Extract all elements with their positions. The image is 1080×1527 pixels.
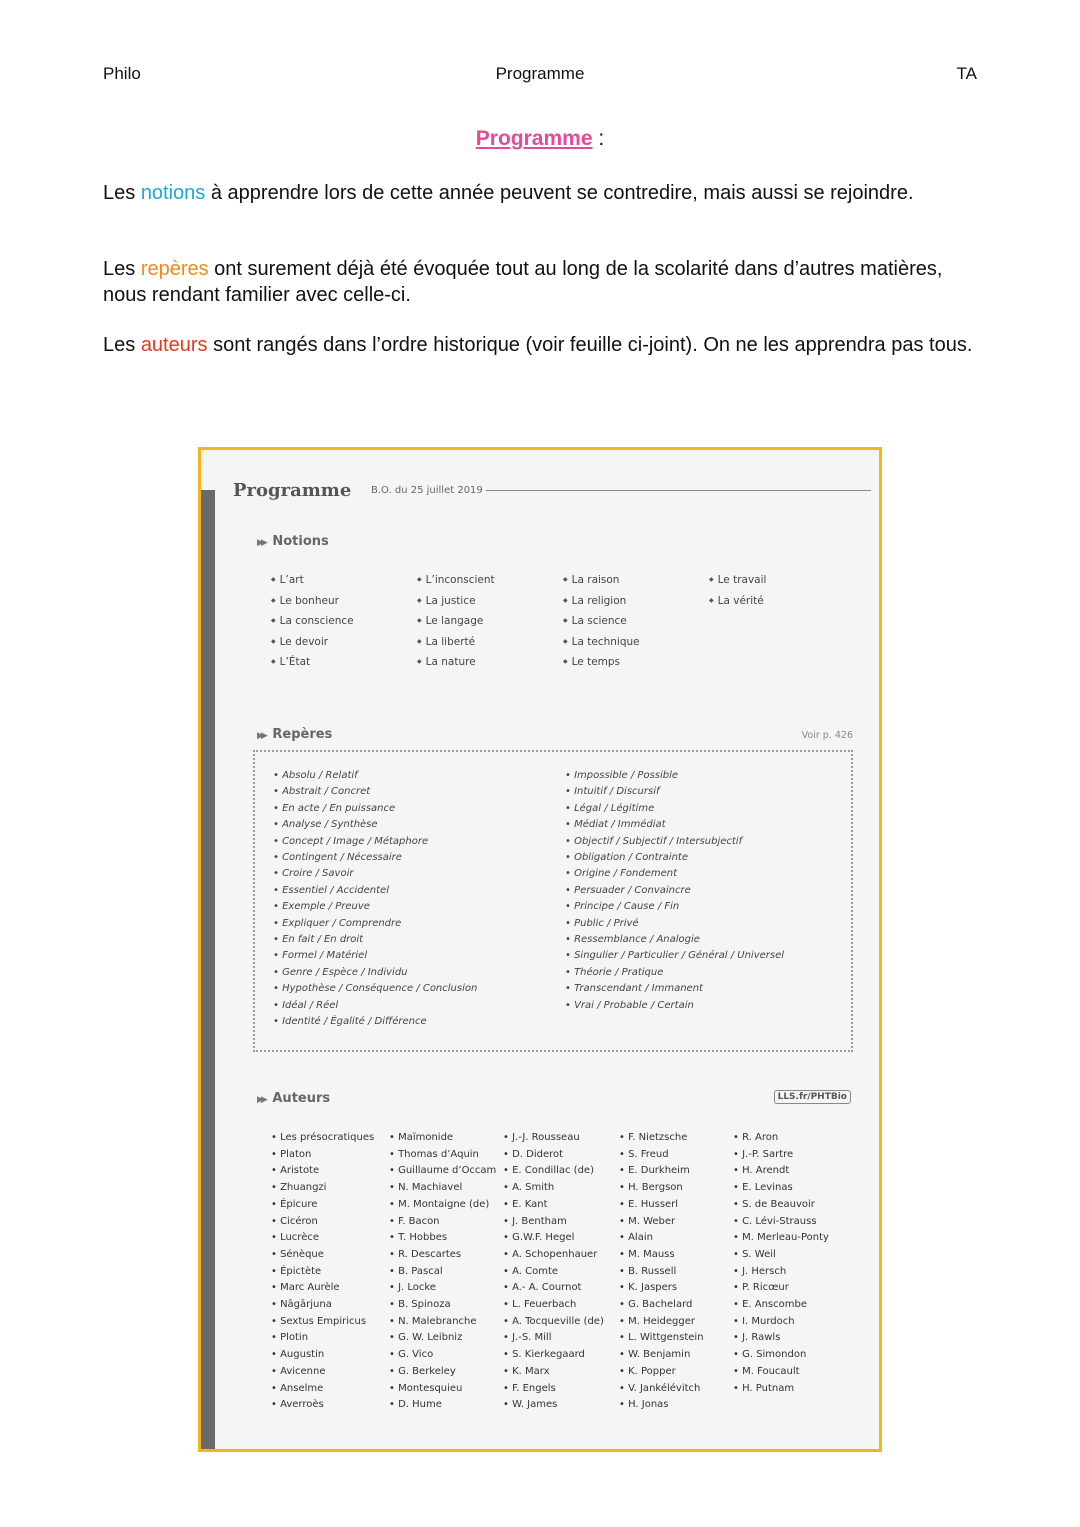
auteur-item: • G. Berkeley: [389, 1365, 456, 1377]
auteur-item: • Guillaume d’Occam: [389, 1165, 497, 1177]
repere-item: • Croire / Savoir: [273, 868, 354, 880]
p1-pre: Les: [103, 182, 141, 204]
auteur-item: • E. Anscombe: [733, 1299, 807, 1310]
notion-item: ◆ La technique: [563, 636, 640, 648]
auteur-item: • Lucrèce: [271, 1232, 320, 1244]
repere-item: • Abstrait / Concret: [273, 786, 371, 798]
auteur-item: • J.-P. Sartre: [733, 1148, 794, 1160]
repere-item: • Absolu / Relatif: [273, 770, 358, 781]
repere-item: • Analyse / Synthèse: [273, 819, 378, 831]
auteur-item: • Épicure: [271, 1198, 318, 1210]
auteur-item: • R. Aron: [733, 1132, 779, 1143]
notion-item: ◆ Le devoir: [271, 636, 328, 648]
auteur-item: • V. Jankélévitch: [619, 1382, 701, 1394]
auteur-item: • Les présocratiques: [271, 1132, 375, 1143]
repere-item: • Expliquer / Comprendre: [273, 917, 402, 929]
auteur-item: • P. Ricœur: [733, 1282, 789, 1294]
auteur-item: • Cicéron: [271, 1215, 318, 1227]
auteurs-heading-label: Auteurs: [272, 1091, 331, 1106]
notion-item: ◆ Le langage: [417, 615, 483, 627]
repere-item: • Vrai / Probable / Certain: [565, 999, 694, 1011]
auteur-item: • E. Levinas: [733, 1182, 793, 1194]
auteur-item: • H. Bergson: [619, 1182, 683, 1194]
notion-item: ◆ La justice: [417, 595, 476, 607]
page-title-suffix: :: [592, 127, 605, 150]
double-arrow-icon: [257, 534, 265, 549]
notion-item: ◆ La religion: [563, 595, 626, 607]
auteur-item: • Plotin: [271, 1332, 309, 1344]
notion-item: ◆ L’État: [271, 656, 310, 668]
auteur-item: • Montesquieu: [389, 1382, 463, 1394]
repere-item: • Singulier / Particulier / Général / Universel: [565, 950, 785, 962]
header-center: Programme: [495, 64, 585, 83]
notion-item: ◆ La vérité: [709, 595, 764, 607]
auteur-item: • K. Marx: [503, 1365, 550, 1377]
auteur-item: • D. Diderot: [503, 1148, 564, 1160]
auteur-item: • Averroès: [271, 1399, 324, 1411]
repere-item: • Genre / Espèce / Individu: [273, 966, 408, 978]
repere-item: • Médiat / Immédiat: [565, 819, 666, 831]
repere-item: • Principe / Cause / Fin: [565, 901, 680, 913]
repere-item: • Public / Privé: [565, 917, 639, 929]
auteurs-heading: [257, 1091, 330, 1106]
keyword-reperes: repères: [140, 258, 209, 280]
repere-item: • Concept / Image / Métaphore: [273, 835, 429, 847]
auteur-item: • Maïmonide: [389, 1132, 454, 1143]
auteur-item: • D. Hume: [389, 1399, 442, 1411]
auteur-item: • E. Condillac (de): [503, 1165, 594, 1177]
auteur-item: • G. Simondon: [733, 1349, 807, 1361]
auteur-item: • S. de Beauvoir: [733, 1198, 815, 1210]
page-title-text: Programme: [475, 127, 593, 150]
auteur-item: • L. Feuerbach: [503, 1299, 577, 1310]
header-right: TA: [956, 64, 977, 83]
repere-item: • Théorie / Pratique: [565, 966, 664, 978]
auteur-item: • Nāgārjuna: [271, 1299, 332, 1310]
auteur-item: • A. Schopenhauer: [503, 1248, 598, 1260]
notion-item: ◆ La liberté: [417, 636, 475, 648]
paragraph-reperes: [103, 256, 983, 308]
notion-item: ◆ La nature: [417, 656, 476, 668]
auteur-item: • M. Weber: [619, 1215, 676, 1227]
auteur-item: • C. Lévi-Strauss: [733, 1215, 817, 1227]
repere-item: • Formel / Matériel: [273, 950, 368, 962]
auteur-item: • Marc Aurèle: [271, 1282, 340, 1294]
repere-item: • En fait / En droit: [273, 934, 364, 945]
notion-item: ◆ Le travail: [709, 574, 766, 586]
reperes-page-ref: Voir p. 426: [801, 730, 853, 741]
p1-post: à apprendre lors de cette année peuvent se contredire, mais aussi se rejoindre.: [205, 182, 914, 204]
auteur-item: • M. Mauss: [619, 1248, 675, 1260]
auteur-item: • J. Rawls: [733, 1332, 781, 1344]
auteur-item: • T. Hobbes: [389, 1232, 448, 1244]
double-arrow-icon: [257, 727, 265, 742]
repere-item: • Objectif / Subjectif / Intersubjectif: [565, 835, 743, 847]
auteur-item: • J.-J. Rousseau: [503, 1132, 580, 1143]
repere-item: • Impossible / Possible: [565, 770, 679, 781]
auteur-item: • B. Pascal: [389, 1265, 443, 1277]
auteur-item: • B. Spinoza: [389, 1299, 451, 1310]
notion-item: ◆ Le bonheur: [271, 595, 339, 607]
auteur-item: • G. W. Leibniz: [389, 1332, 463, 1344]
auteur-item: • Sénèque: [271, 1248, 324, 1260]
notion-item: ◆ La raison: [563, 574, 619, 586]
scan-title-rule: [486, 490, 871, 491]
auteur-item: • F. Bacon: [389, 1215, 440, 1227]
auteur-item: • M. Foucault: [733, 1365, 800, 1377]
auteur-item: • R. Descartes: [389, 1248, 462, 1260]
repere-item: • Exemple / Preuve: [273, 901, 370, 913]
repere-item: • Idéal / Réel: [273, 999, 339, 1011]
auteur-item: • Sextus Empiricus: [271, 1315, 367, 1327]
book-spine: [201, 490, 215, 1449]
auteur-item: • N. Machiavel: [389, 1182, 463, 1194]
repere-item: • Obligation / Contrainte: [565, 852, 688, 863]
auteur-item: • Aristote: [271, 1165, 320, 1177]
auteur-item: • Épictète: [271, 1265, 322, 1277]
paragraph-auteurs: [103, 332, 983, 358]
repere-item: • En acte / En puissance: [273, 802, 396, 814]
repere-item: • Hypothèse / Conséquence / Conclusion: [273, 983, 478, 995]
auteur-item: • J. Hersch: [733, 1265, 787, 1277]
repere-item: • Transcendant / Immanent: [565, 983, 703, 995]
auteur-item: • E. Husserl: [619, 1198, 679, 1210]
auteur-item: • E. Kant: [503, 1198, 548, 1210]
repere-item: • Persuader / Convaincre: [565, 884, 691, 896]
auteur-item: • A. Smith: [503, 1182, 555, 1194]
double-arrow-icon: [257, 1091, 265, 1106]
p3-pre: Les: [103, 334, 141, 356]
header-left: Philo: [103, 64, 141, 83]
repere-item: • Intuitif / Discursif: [565, 786, 660, 798]
auteur-item: • Alain: [619, 1232, 653, 1244]
notion-item: ◆ La science: [563, 615, 627, 627]
scan-date: B.O. du 25 juillet 2019: [371, 485, 483, 496]
page-title: [0, 127, 1080, 151]
repere-item: • Essentiel / Accidentel: [273, 884, 389, 896]
auteur-item: • W. James: [503, 1399, 558, 1411]
p2-pre: Les: [103, 258, 141, 280]
notion-item: ◆ L’art: [271, 574, 304, 586]
auteur-item: • S. Freud: [619, 1148, 669, 1160]
notion-item: ◆ L’inconscient: [417, 574, 495, 586]
auteur-item: • H. Arendt: [733, 1165, 790, 1177]
auteur-item: • Zhuangzi: [271, 1182, 327, 1194]
repere-item: • Identité / Égalité / Différence: [273, 1016, 427, 1027]
auteur-item: • G. Vico: [389, 1349, 434, 1361]
auteur-item: • Avicenne: [271, 1365, 326, 1377]
auteur-item: • Platon: [271, 1148, 312, 1160]
auteurs-link-ref: LLS.fr/PHTBio: [774, 1090, 851, 1104]
scanned-programme-photo: [198, 447, 882, 1452]
notion-item: ◆ La conscience: [271, 615, 354, 627]
auteur-item: • G.W.F. Hegel: [503, 1232, 575, 1244]
keyword-auteurs: auteurs: [140, 334, 208, 356]
auteur-item: • W. Benjamin: [619, 1349, 691, 1361]
paragraph-notions: [103, 180, 983, 206]
auteur-item: • A. Comte: [503, 1265, 559, 1277]
p2-post: ont surement déjà été évoquée tout au long de la scolarité dans d’autres matières, nous rendant familier avec celle-ci.: [103, 258, 943, 306]
auteur-item: • Augustin: [271, 1349, 325, 1361]
auteur-item: • E. Durkheim: [619, 1165, 690, 1177]
auteur-item: • S. Weil: [733, 1248, 776, 1260]
auteur-item: • M. Montaigne (de): [389, 1198, 490, 1210]
auteur-item: • I. Murdoch: [733, 1315, 795, 1327]
auteur-item: • Anselme: [271, 1382, 324, 1394]
auteur-item: • F. Engels: [503, 1382, 556, 1394]
auteur-item: • N. Malebranche: [389, 1315, 477, 1327]
repere-item: • Contingent / Nécessaire: [273, 852, 402, 863]
notions-heading: [257, 534, 329, 549]
reperes-heading: [257, 727, 332, 742]
auteur-item: • H. Putnam: [733, 1382, 795, 1394]
keyword-notions: notions: [140, 182, 206, 204]
repere-item: • Légal / Légitime: [565, 802, 655, 814]
auteur-item: • L. Wittgenstein: [619, 1332, 704, 1344]
auteur-item: • M. Heidegger: [619, 1315, 695, 1327]
reperes-heading-label: Repères: [272, 727, 333, 742]
auteur-item: • K. Popper: [619, 1365, 676, 1377]
auteur-item: • J. Bentham: [503, 1215, 567, 1227]
auteur-item: • F. Nietzsche: [619, 1132, 688, 1143]
auteur-item: • B. Russell: [619, 1265, 677, 1277]
scan-title: Programme: [233, 480, 352, 501]
p3-post: sont rangés dans l’ordre historique (voir feuille ci-joint). On ne les apprendra pas tous.: [207, 334, 973, 356]
auteur-item: • M. Merleau-Ponty: [733, 1232, 829, 1244]
notion-item: ◆ Le temps: [563, 656, 620, 668]
auteur-item: • S. Kierkegaard: [503, 1349, 585, 1361]
auteur-item: • K. Jaspers: [619, 1282, 678, 1294]
auteur-item: • J.-S. Mill: [503, 1332, 552, 1344]
repere-item: • Ressemblance / Analogie: [565, 934, 700, 945]
auteur-item: • A.- A. Cournot: [503, 1282, 582, 1294]
notions-heading-label: Notions: [272, 534, 329, 549]
auteur-item: • Thomas d’Aquin: [389, 1148, 479, 1160]
auteur-item: • G. Bachelard: [619, 1299, 693, 1310]
auteur-item: • J. Locke: [389, 1282, 436, 1294]
repere-item: • Origine / Fondement: [565, 868, 678, 880]
auteur-item: • A. Tocqueville (de): [503, 1315, 604, 1327]
auteur-item: • H. Jonas: [619, 1399, 669, 1411]
